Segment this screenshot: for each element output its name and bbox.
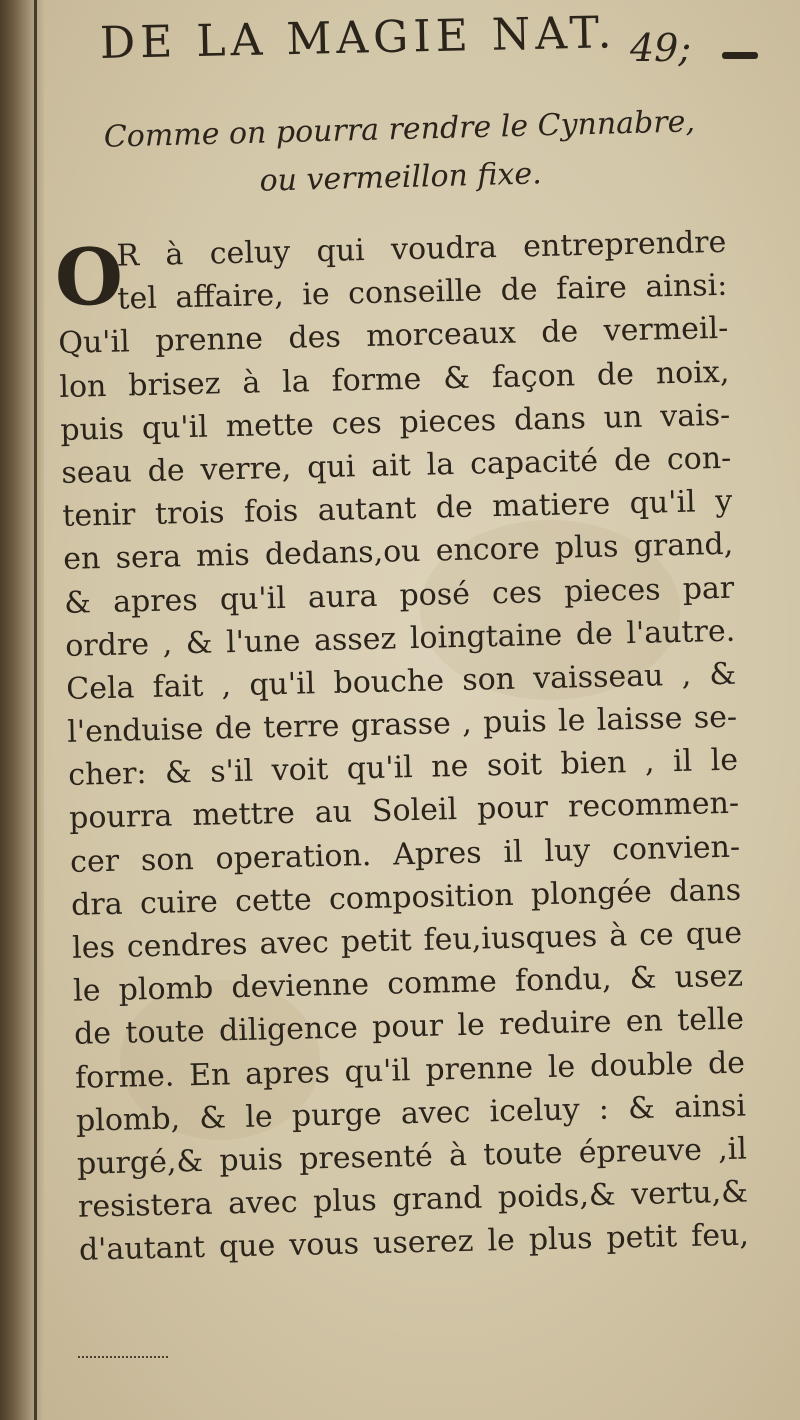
section-title bbox=[69, 97, 731, 210]
text-line: Cela fait , qu'il bouche son vaisseau , & bbox=[65, 656, 737, 707]
text-line: plomb, & le purge avec iceluy : & ainsi bbox=[75, 1088, 747, 1139]
text-line: ordre , & l'une assez loingtaine de l'autre. bbox=[64, 613, 736, 664]
section-title-line-2: ou vermeillon fixe. bbox=[259, 156, 543, 199]
text-line: l'enduise de terre grasse , puis le laisse se- bbox=[66, 699, 738, 750]
book-binding bbox=[0, 0, 44, 1420]
text-line: tenir trois fois autant de matiere qu'il y bbox=[61, 483, 733, 535]
text-line: seau de verre, qui ait la capacité de con- bbox=[60, 440, 732, 491]
page-number: 49; bbox=[630, 26, 692, 70]
catchword-rule bbox=[78, 1356, 168, 1360]
text-line: Qu'il prenne des morceaux de vermeil- bbox=[58, 311, 729, 362]
text-line: cer son operation. Apres il luy convien- bbox=[69, 829, 741, 880]
text-line: & apres qu'il aura posé ces pieces par bbox=[63, 570, 735, 621]
section-title-line-1: Comme on pourra rendre le Cynnabre, bbox=[103, 104, 696, 155]
running-title: DE LA MAGIE NAT. bbox=[99, 7, 617, 69]
running-head bbox=[99, 7, 740, 74]
text-line: pourra mettre au Soleil pour recommen- bbox=[68, 786, 740, 837]
body-text bbox=[53, 221, 750, 1272]
drop-cap: O bbox=[53, 231, 124, 325]
text-line: les cendres avec petit feu,iusques à ce que bbox=[71, 915, 743, 966]
text-line: de toute diligence pour le reduire en telle bbox=[73, 1001, 745, 1053]
gutter-line bbox=[34, 0, 37, 1420]
text-line: en sera mis dedans,ou encore plus grand, bbox=[62, 527, 734, 578]
text-line: le plomb devienne comme fondu, & usez bbox=[72, 958, 744, 1009]
text-line: d'autant que vous userez le plus petit feu, bbox=[78, 1217, 750, 1269]
text-line: puis qu'il mette ces pieces dans un vais- bbox=[60, 397, 731, 448]
text-line: purgé,& puis presenté à toute épreuve ,il bbox=[76, 1131, 748, 1182]
text-line: dra cuire cette composition plongée dans bbox=[70, 872, 742, 923]
text-line: resistera avec plus grand poids,& vertu,& bbox=[77, 1174, 749, 1225]
text-line: cher: & s'il voit qu'il ne soit bien , il le bbox=[67, 742, 739, 794]
text-line: forme. En apres qu'il prenne le double de bbox=[74, 1045, 746, 1096]
head-ornament-dash bbox=[722, 52, 758, 59]
text-line: tel affaire, ie conseille de faire ainsi: bbox=[117, 267, 728, 317]
text-line: R à celuy qui voudra entreprendre bbox=[116, 224, 727, 274]
text-line: lon brisez à la forme & façon de noix, bbox=[59, 354, 730, 405]
